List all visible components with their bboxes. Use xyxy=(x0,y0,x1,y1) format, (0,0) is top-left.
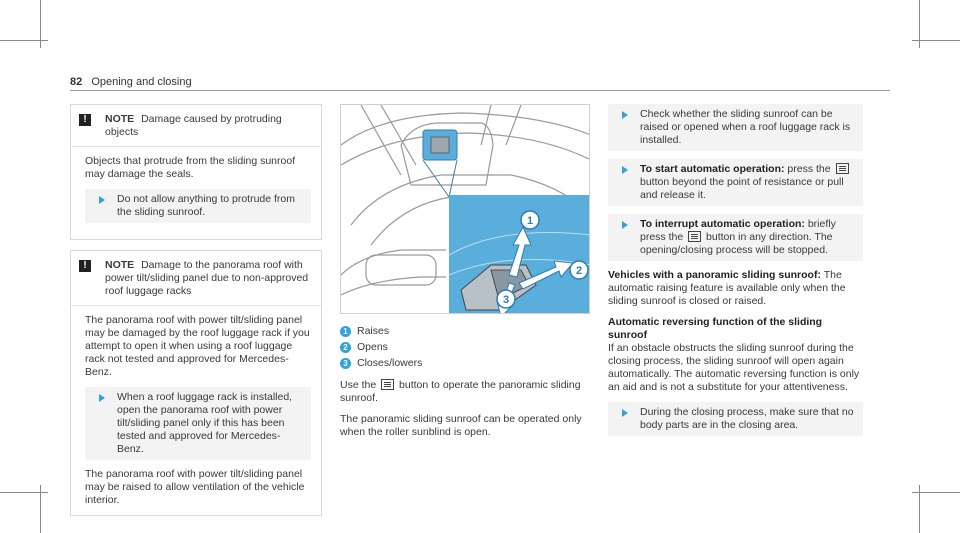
legend-item xyxy=(340,356,590,371)
note-text: The panorama roof with power tilt/sliding panel may be damaged by the roof luggage rack if you attempt to open it when using a roof luggage rack not tested and approved for Mercedes-Benz. xyxy=(85,314,310,378)
text-fragment: briefly press the xyxy=(640,218,836,243)
section-title: Opening and closing xyxy=(91,76,192,88)
instruction-text xyxy=(640,163,857,202)
page-number: 82 xyxy=(70,76,83,88)
note-header xyxy=(71,251,321,306)
arrow-icon xyxy=(622,221,628,229)
usage-paragraph xyxy=(340,379,590,405)
sunroof-button-icon xyxy=(381,379,394,390)
note-header xyxy=(71,105,321,147)
legend-label: Closes/lowers xyxy=(357,357,423,369)
note-box-luggage-rack xyxy=(70,250,322,516)
legend-label: Raises xyxy=(357,325,390,337)
arrow-icon xyxy=(622,409,628,417)
instruction-item xyxy=(85,387,311,460)
header-divider xyxy=(70,90,890,91)
instruction-text: Check whether the sliding sunroof can be raised or opened when a roof luggage rack is installed. xyxy=(640,108,851,146)
svg-text:3: 3 xyxy=(502,294,510,306)
text-fragment: The automatic raising feature is available only when the sliding sunroof is closed or raised. xyxy=(608,269,846,307)
arrow-icon xyxy=(99,394,105,402)
note-box-protruding xyxy=(70,104,322,240)
paragraph-label: Vehicles with a panoramic sliding sunroof: xyxy=(608,269,821,281)
arrow-icon xyxy=(622,166,628,174)
text-fragment: button in any direction. The opening/closing process will be stopped. xyxy=(640,231,833,256)
callout-number-icon: 1 xyxy=(340,326,351,337)
arrow-icon xyxy=(99,196,105,204)
paragraph-heading: Automatic reversing function of the sliding sunroof xyxy=(608,316,823,341)
instruction-label: To start automatic operation: xyxy=(640,163,785,175)
sunroof-button-icon xyxy=(688,231,701,242)
svg-text:1: 1 xyxy=(526,215,534,227)
note-title: NOTE xyxy=(105,113,135,125)
note-body xyxy=(71,147,321,239)
crop-mark xyxy=(912,40,960,41)
note-heading: Damage caused by protruding objects xyxy=(105,113,282,138)
svg-text:2: 2 xyxy=(575,265,583,277)
warning-icon: ! xyxy=(79,260,91,272)
column-right xyxy=(608,104,863,444)
note-title: NOTE xyxy=(105,259,135,271)
text-fragment: press the xyxy=(787,163,831,175)
callout-number-icon: 3 xyxy=(340,358,351,369)
text-fragment: button to operate the panoramic sliding sunroof. xyxy=(340,379,581,404)
instruction-item xyxy=(608,159,863,206)
text-fragment: Use the xyxy=(340,379,377,391)
crop-mark xyxy=(0,492,48,493)
callout-number-icon: 2 xyxy=(340,342,351,353)
instruction-label: To interrupt automatic operation: xyxy=(640,218,805,230)
note-heading: Damage to the panorama roof with power tilt/sliding panel due to non-approved roof luggage racks xyxy=(105,259,309,297)
instruction-text: When a roof luggage rack is installed, open the panorama roof with power tilt/sliding panel only if this has been tested and approved for Mercedes-Benz. xyxy=(117,391,293,455)
roller-sunblind-paragraph: The panoramic sliding sunroof can be operated only when the roller sunblind is open. xyxy=(340,413,582,438)
instruction-text: During the closing process, make sure that no body parts are in the closing area. xyxy=(640,406,854,431)
legend-label: Opens xyxy=(357,341,388,353)
overhead-panel-drawing xyxy=(341,105,590,314)
figure-legend xyxy=(340,324,590,371)
note-body xyxy=(71,306,321,515)
instruction-text: Do not allow anything to protrude from the sliding sunroof. xyxy=(117,193,296,218)
instruction-item xyxy=(608,104,863,151)
page-header xyxy=(70,76,192,88)
column-left xyxy=(70,104,322,516)
sunroof-button-icon xyxy=(836,163,849,174)
legend-item xyxy=(340,340,590,355)
crop-mark xyxy=(912,492,960,493)
panoramic-note-paragraph xyxy=(608,269,863,308)
note-text: Objects that protrude from the sliding sunroof may damage the seals. xyxy=(85,155,296,180)
column-middle xyxy=(340,104,590,439)
sunroof-switch-illustration xyxy=(340,104,590,314)
crop-mark xyxy=(0,40,48,41)
warning-icon: ! xyxy=(79,114,91,126)
instruction-text xyxy=(640,218,857,257)
arrow-icon xyxy=(622,111,628,119)
text-fragment: If an obstacle obstructs the sliding sunroof during the closing process, the sliding sunroof will open again automatically. The automatic reversing function is only an aid and is not a substitute for your attentiveness. xyxy=(608,342,860,393)
legend-item xyxy=(340,324,590,339)
note-text: The panorama roof with power tilt/sliding panel may be raised to allow ventilation of the vehicle interior. xyxy=(85,468,305,506)
text-fragment: button beyond the point of resistance or pull and release it. xyxy=(640,176,844,201)
instruction-item xyxy=(608,402,863,436)
instruction-item xyxy=(608,214,863,261)
instruction-item xyxy=(85,189,311,223)
reversing-function-paragraph xyxy=(608,316,863,394)
